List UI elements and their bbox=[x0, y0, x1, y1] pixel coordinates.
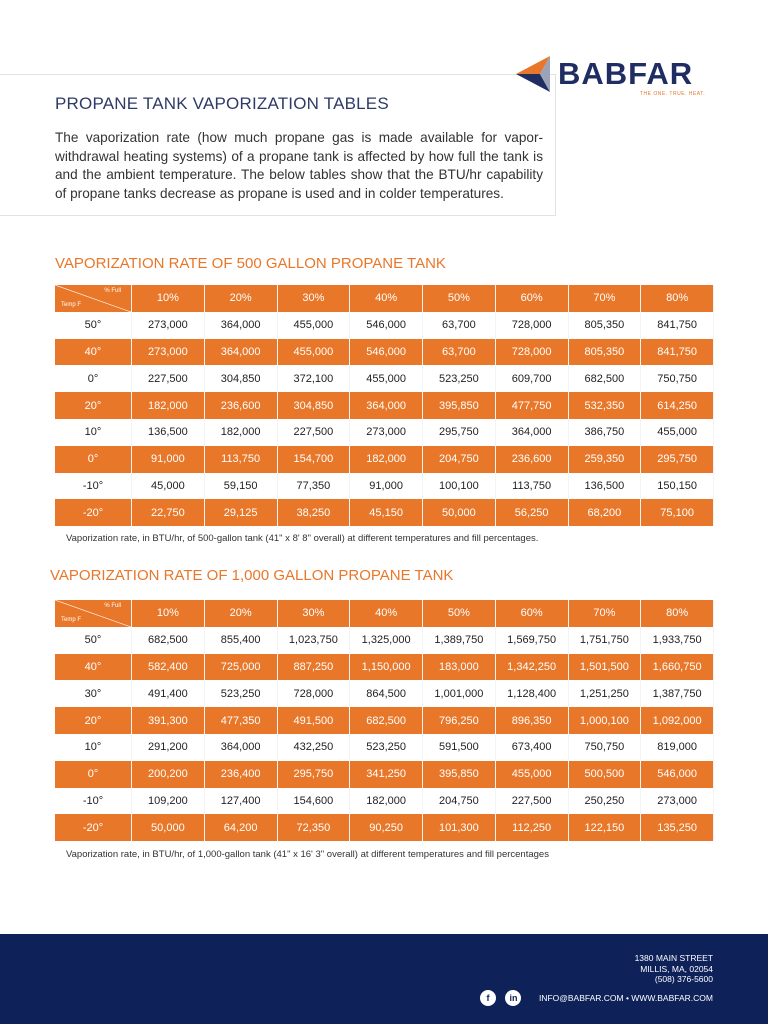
value-cell: 364,000 bbox=[350, 392, 423, 419]
temp-cell: 10° bbox=[55, 419, 132, 446]
value-cell: 841,750 bbox=[641, 312, 714, 339]
value-cell: 135,250 bbox=[641, 814, 714, 841]
table-1-title: VAPORIZATION RATE OF 500 GALLON PROPANE TANK bbox=[55, 255, 446, 272]
table-row bbox=[55, 788, 714, 815]
temp-cell: 10° bbox=[55, 734, 132, 761]
value-cell: 113,750 bbox=[495, 473, 568, 500]
value-cell: 372,100 bbox=[277, 365, 350, 392]
value-cell: 56,250 bbox=[495, 499, 568, 526]
table-row bbox=[55, 654, 714, 681]
value-cell: 1,000,100 bbox=[568, 707, 641, 734]
value-cell: 154,700 bbox=[277, 446, 350, 473]
value-cell: 546,000 bbox=[641, 761, 714, 788]
value-cell: 38,250 bbox=[277, 499, 350, 526]
value-cell: 341,250 bbox=[350, 761, 423, 788]
address-line-2: MILLIS, MA, 02054 bbox=[640, 963, 713, 974]
value-cell: 887,250 bbox=[277, 654, 350, 681]
temp-cell: 50° bbox=[55, 627, 132, 654]
value-cell: 864,500 bbox=[350, 680, 423, 707]
column-header: 80% bbox=[641, 285, 714, 312]
value-cell: 22,750 bbox=[132, 499, 205, 526]
table-row bbox=[55, 734, 714, 761]
value-cell: 796,250 bbox=[423, 707, 496, 734]
value-cell: 491,500 bbox=[277, 707, 350, 734]
table-row bbox=[55, 446, 714, 473]
value-cell: 1,325,000 bbox=[350, 627, 423, 654]
value-cell: 72,350 bbox=[277, 814, 350, 841]
value-cell: 1,751,750 bbox=[568, 627, 641, 654]
value-cell: 90,250 bbox=[350, 814, 423, 841]
value-cell: 45,150 bbox=[350, 499, 423, 526]
value-cell: 227,500 bbox=[277, 419, 350, 446]
value-cell: 491,400 bbox=[132, 680, 205, 707]
table-row bbox=[55, 312, 714, 339]
value-cell: 1,933,750 bbox=[641, 627, 714, 654]
value-cell: 1,001,000 bbox=[423, 680, 496, 707]
value-cell: 432,250 bbox=[277, 734, 350, 761]
temp-cell: -10° bbox=[55, 788, 132, 815]
value-cell: 455,000 bbox=[277, 312, 350, 339]
header-row bbox=[55, 600, 714, 627]
temp-axis-label: Temp F bbox=[61, 301, 82, 308]
temp-cell: 20° bbox=[55, 707, 132, 734]
column-header: 40% bbox=[350, 285, 423, 312]
value-cell: 227,500 bbox=[495, 788, 568, 815]
value-cell: 273,000 bbox=[350, 419, 423, 446]
value-cell: 455,000 bbox=[350, 365, 423, 392]
value-cell: 1,023,750 bbox=[277, 627, 350, 654]
value-cell: 236,400 bbox=[204, 761, 277, 788]
value-cell: 182,000 bbox=[350, 446, 423, 473]
linkedin-icon[interactable]: in bbox=[505, 990, 521, 1006]
temp-cell: 0° bbox=[55, 761, 132, 788]
value-cell: 236,600 bbox=[204, 392, 277, 419]
value-cell: 614,250 bbox=[641, 392, 714, 419]
value-cell: 150,150 bbox=[641, 473, 714, 500]
vaporization-table bbox=[55, 285, 714, 526]
column-header: 30% bbox=[277, 285, 350, 312]
value-cell: 477,350 bbox=[204, 707, 277, 734]
babfar-logo bbox=[514, 52, 714, 102]
column-header: 80% bbox=[641, 600, 714, 627]
column-header: 30% bbox=[277, 600, 350, 627]
value-cell: 250,250 bbox=[568, 788, 641, 815]
logo-mark-icon bbox=[514, 54, 554, 94]
value-cell: 750,750 bbox=[568, 734, 641, 761]
value-cell: 183,000 bbox=[423, 654, 496, 681]
value-cell: 725,000 bbox=[204, 654, 277, 681]
value-cell: 364,000 bbox=[204, 312, 277, 339]
value-cell: 364,000 bbox=[204, 339, 277, 366]
temp-cell: 0° bbox=[55, 446, 132, 473]
value-cell: 113,750 bbox=[204, 446, 277, 473]
value-cell: 841,750 bbox=[641, 339, 714, 366]
column-header: 70% bbox=[568, 285, 641, 312]
value-cell: 91,000 bbox=[132, 446, 205, 473]
table-row bbox=[55, 473, 714, 500]
temp-cell: 40° bbox=[55, 339, 132, 366]
table-1-caption: Vaporization rate, in BTU/hr, of 500-gallon tank (41" x 8' 8" overall) at different temperatures and fill percentages. bbox=[66, 533, 539, 544]
corner-header bbox=[55, 285, 132, 312]
value-cell: 1,660,750 bbox=[641, 654, 714, 681]
value-cell: 455,000 bbox=[641, 419, 714, 446]
value-cell: 273,000 bbox=[132, 339, 205, 366]
column-header: 40% bbox=[350, 600, 423, 627]
temp-cell: -20° bbox=[55, 499, 132, 526]
value-cell: 91,000 bbox=[350, 473, 423, 500]
brand-tagline: THE ONE. TRUE. HEAT. bbox=[640, 91, 706, 97]
table-row bbox=[55, 627, 714, 654]
value-cell: 750,750 bbox=[641, 365, 714, 392]
fill-axis-label: % Full bbox=[104, 603, 121, 609]
value-cell: 1,092,000 bbox=[641, 707, 714, 734]
address-line-1: 1380 MAIN STREET bbox=[634, 953, 713, 963]
value-cell: 204,750 bbox=[423, 788, 496, 815]
value-cell: 682,500 bbox=[132, 627, 205, 654]
value-cell: 395,850 bbox=[423, 392, 496, 419]
value-cell: 728,000 bbox=[495, 339, 568, 366]
value-cell: 682,500 bbox=[568, 365, 641, 392]
value-cell: 154,600 bbox=[277, 788, 350, 815]
column-header: 20% bbox=[204, 285, 277, 312]
corner-header bbox=[55, 600, 132, 627]
temp-cell: 20° bbox=[55, 392, 132, 419]
value-cell: 523,250 bbox=[350, 734, 423, 761]
value-cell: 295,750 bbox=[423, 419, 496, 446]
value-cell: 728,000 bbox=[495, 312, 568, 339]
value-cell: 455,000 bbox=[495, 761, 568, 788]
column-header: 60% bbox=[495, 285, 568, 312]
value-cell: 200,200 bbox=[132, 761, 205, 788]
value-cell: 59,150 bbox=[204, 473, 277, 500]
page-title: PROPANE TANK VAPORIZATION TABLES bbox=[55, 94, 389, 113]
value-cell: 136,500 bbox=[132, 419, 205, 446]
value-cell: 63,700 bbox=[423, 339, 496, 366]
table-row bbox=[55, 680, 714, 707]
phone-number: (508) 376-5600 bbox=[654, 974, 713, 984]
value-cell: 122,150 bbox=[568, 814, 641, 841]
value-cell: 805,350 bbox=[568, 312, 641, 339]
value-cell: 455,000 bbox=[277, 339, 350, 366]
table-2-title: VAPORIZATION RATE OF 1,000 GALLON PROPANE TANK bbox=[50, 567, 454, 584]
value-cell: 582,400 bbox=[132, 654, 205, 681]
value-cell: 227,500 bbox=[132, 365, 205, 392]
table-row bbox=[55, 392, 714, 419]
temp-cell: 50° bbox=[55, 312, 132, 339]
brand-name: BABFAR bbox=[558, 56, 694, 91]
value-cell: 259,350 bbox=[568, 446, 641, 473]
column-header: 10% bbox=[132, 285, 205, 312]
value-cell: 546,000 bbox=[350, 312, 423, 339]
facebook-icon[interactable]: f bbox=[480, 990, 496, 1006]
column-header: 10% bbox=[132, 600, 205, 627]
value-cell: 728,000 bbox=[277, 680, 350, 707]
value-cell: 1,342,250 bbox=[495, 654, 568, 681]
value-cell: 64,200 bbox=[204, 814, 277, 841]
value-cell: 1,128,400 bbox=[495, 680, 568, 707]
value-cell: 100,100 bbox=[423, 473, 496, 500]
table-row bbox=[55, 707, 714, 734]
table-1000-gallon bbox=[55, 600, 714, 841]
value-cell: 236,600 bbox=[495, 446, 568, 473]
value-cell: 532,350 bbox=[568, 392, 641, 419]
value-cell: 127,400 bbox=[204, 788, 277, 815]
value-cell: 182,000 bbox=[350, 788, 423, 815]
value-cell: 855,400 bbox=[204, 627, 277, 654]
intro-paragraph: The vaporization rate (how much propane gas is made available for vapor-withdrawal heating systems) of a propane tank is affected by how full the tank is and the ambient temperature. The below tables show that the BTU/hr capability of propane tanks decrease as propane is used and in colder temperatures. bbox=[55, 130, 543, 201]
value-cell: 673,400 bbox=[495, 734, 568, 761]
value-cell: 109,200 bbox=[132, 788, 205, 815]
value-cell: 295,750 bbox=[277, 761, 350, 788]
value-cell: 896,350 bbox=[495, 707, 568, 734]
column-header: 50% bbox=[423, 600, 496, 627]
value-cell: 136,500 bbox=[568, 473, 641, 500]
value-cell: 77,350 bbox=[277, 473, 350, 500]
value-cell: 273,000 bbox=[132, 312, 205, 339]
value-cell: 364,000 bbox=[204, 734, 277, 761]
footer bbox=[0, 934, 768, 1024]
temp-cell: 30° bbox=[55, 680, 132, 707]
value-cell: 1,389,750 bbox=[423, 627, 496, 654]
value-cell: 1,150,000 bbox=[350, 654, 423, 681]
table-500-gallon bbox=[55, 285, 714, 526]
table-row bbox=[55, 419, 714, 446]
value-cell: 364,000 bbox=[495, 419, 568, 446]
value-cell: 63,700 bbox=[423, 312, 496, 339]
temp-cell: -20° bbox=[55, 814, 132, 841]
value-cell: 386,750 bbox=[568, 419, 641, 446]
value-cell: 75,100 bbox=[641, 499, 714, 526]
value-cell: 805,350 bbox=[568, 339, 641, 366]
value-cell: 295,750 bbox=[641, 446, 714, 473]
value-cell: 304,850 bbox=[277, 392, 350, 419]
table-2-caption: Vaporization rate, in BTU/hr, of 1,000-gallon tank (41" x 16' 3" overall) at different temperatures and fill percentages bbox=[66, 849, 549, 860]
value-cell: 819,000 bbox=[641, 734, 714, 761]
column-header: 60% bbox=[495, 600, 568, 627]
temp-cell: 40° bbox=[55, 654, 132, 681]
value-cell: 1,501,500 bbox=[568, 654, 641, 681]
value-cell: 395,850 bbox=[423, 761, 496, 788]
value-cell: 204,750 bbox=[423, 446, 496, 473]
vaporization-table bbox=[55, 600, 714, 841]
table-row bbox=[55, 814, 714, 841]
value-cell: 182,000 bbox=[204, 419, 277, 446]
table-row bbox=[55, 761, 714, 788]
value-cell: 546,000 bbox=[350, 339, 423, 366]
value-cell: 45,000 bbox=[132, 473, 205, 500]
value-cell: 1,251,250 bbox=[568, 680, 641, 707]
value-cell: 1,387,750 bbox=[641, 680, 714, 707]
value-cell: 591,500 bbox=[423, 734, 496, 761]
value-cell: 523,250 bbox=[423, 365, 496, 392]
social-links bbox=[480, 989, 526, 1007]
value-cell: 68,200 bbox=[568, 499, 641, 526]
table-row bbox=[55, 365, 714, 392]
value-cell: 273,000 bbox=[641, 788, 714, 815]
value-cell: 101,300 bbox=[423, 814, 496, 841]
value-cell: 50,000 bbox=[132, 814, 205, 841]
temp-cell: -10° bbox=[55, 473, 132, 500]
value-cell: 682,500 bbox=[350, 707, 423, 734]
contact-info[interactable]: INFO@BABFAR.COM • WWW.BABFAR.COM bbox=[538, 993, 713, 1003]
value-cell: 50,000 bbox=[423, 499, 496, 526]
value-cell: 609,700 bbox=[495, 365, 568, 392]
footer-address bbox=[635, 953, 713, 985]
column-header: 20% bbox=[204, 600, 277, 627]
fill-axis-label: % Full bbox=[104, 288, 121, 294]
value-cell: 304,850 bbox=[204, 365, 277, 392]
temp-cell: 0° bbox=[55, 365, 132, 392]
value-cell: 391,300 bbox=[132, 707, 205, 734]
header-row bbox=[55, 285, 714, 312]
value-cell: 182,000 bbox=[132, 392, 205, 419]
table-row bbox=[55, 339, 714, 366]
table-row bbox=[55, 499, 714, 526]
column-header: 70% bbox=[568, 600, 641, 627]
value-cell: 112,250 bbox=[495, 814, 568, 841]
value-cell: 29,125 bbox=[204, 499, 277, 526]
value-cell: 291,200 bbox=[132, 734, 205, 761]
value-cell: 500,500 bbox=[568, 761, 641, 788]
value-cell: 477,750 bbox=[495, 392, 568, 419]
value-cell: 523,250 bbox=[204, 680, 277, 707]
temp-axis-label: Temp F bbox=[61, 616, 82, 623]
column-header: 50% bbox=[423, 285, 496, 312]
value-cell: 1,569,750 bbox=[495, 627, 568, 654]
